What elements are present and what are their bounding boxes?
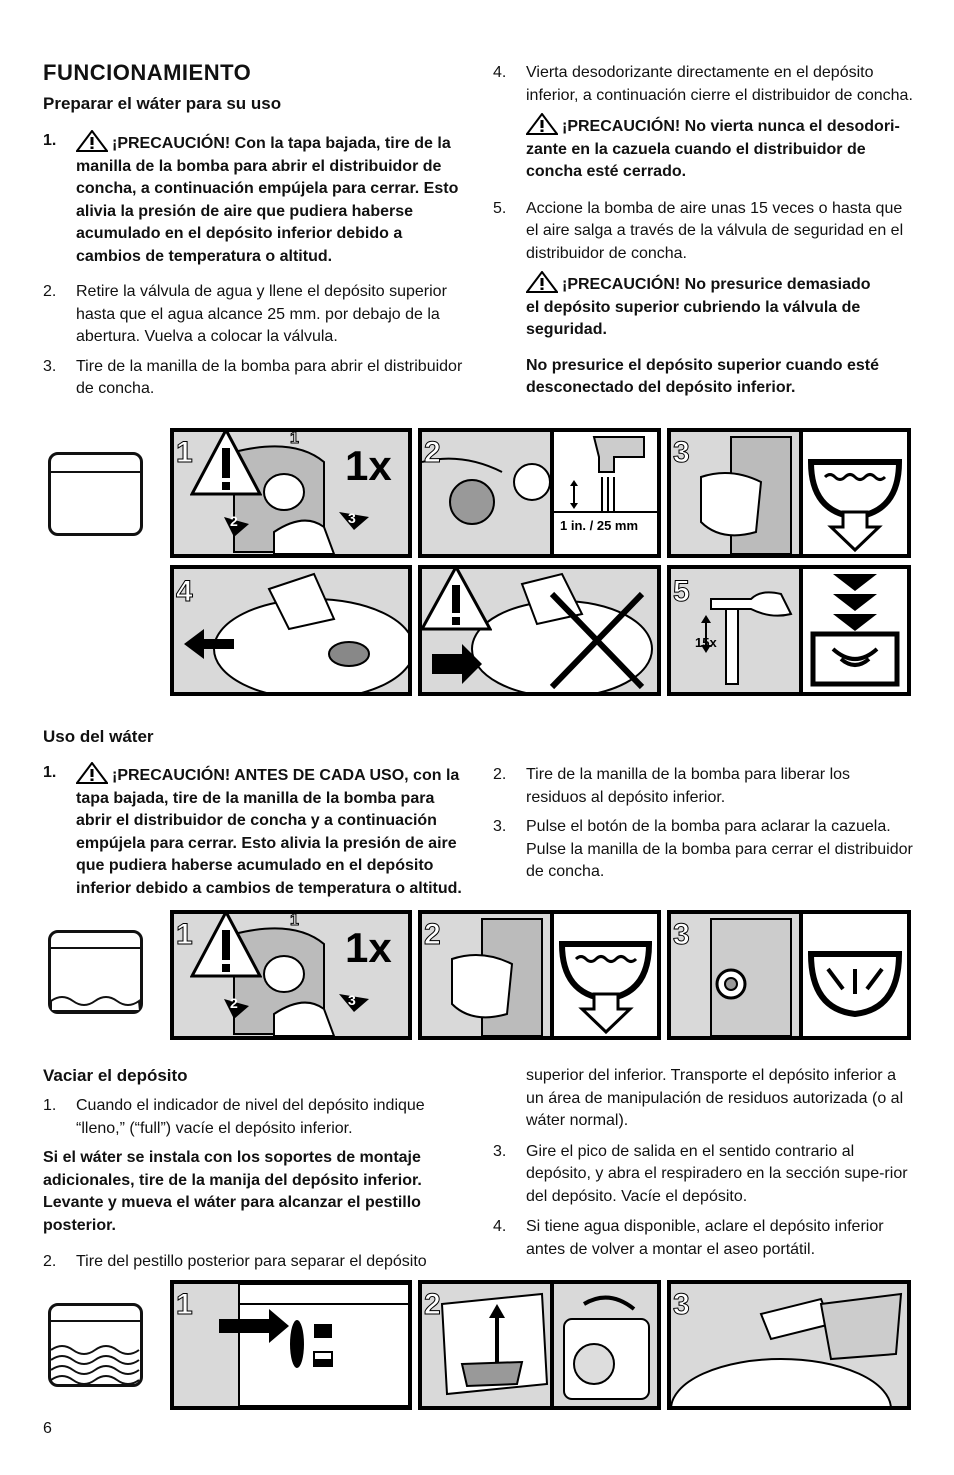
empty-item-4: 4. Si tiene agua disponible, aclare el depósito inferior antes de volver a montar el aseo portátil. bbox=[493, 1218, 884, 1258]
warning-icon bbox=[526, 271, 558, 293]
hand-pull-handle-illustration bbox=[422, 914, 550, 1036]
use-figure-3: 3 bbox=[667, 910, 911, 1040]
prep-figure-4b bbox=[418, 565, 661, 696]
warning-icon bbox=[76, 130, 108, 152]
prep-note-5: No presurice el depósito superior cuando esté desconectado del depósito inferior. bbox=[526, 356, 879, 396]
tank-level-empty-icon bbox=[48, 452, 143, 536]
prep-right-column bbox=[493, 62, 913, 400]
bowl-open-icon bbox=[803, 432, 907, 554]
pour-spout-illustration bbox=[671, 1284, 907, 1406]
warning-icon bbox=[190, 910, 262, 982]
warning-icon bbox=[420, 565, 492, 635]
prep-item-2: 2. Retire la válvula de agua y llene el depósito superior hasta que el agua alcance 25 mm. por debajo de la abertura. Vuelva a colocar la válvula. bbox=[43, 283, 447, 345]
prep-figure-1: 1 1x 1 2 3 bbox=[170, 428, 412, 558]
warning-icon bbox=[76, 762, 108, 784]
rear-latch-illustration bbox=[422, 1284, 550, 1406]
water-level-label: 1 in. / 25 mm bbox=[560, 518, 639, 533]
use-left-column bbox=[43, 762, 473, 900]
prep-figure-5: 15x 5 bbox=[667, 565, 911, 696]
repeat-once-label: 1x bbox=[345, 442, 392, 489]
water-valve-illustration bbox=[422, 432, 550, 554]
prep-figure-2: 1 in. / 25 mm 2 bbox=[418, 428, 661, 558]
prep-item-1: 1. ¡PRECAUCIÓN! Con la tapa bajada, tire de la manilla de la bomba para abrir el distribuidor de concha, a continuación empújela para cerrar. Esto alivia la presión de aire que pudiera haberse acumulado en el depósito inferior debido a cambios de temperatura o altitud. bbox=[43, 132, 459, 265]
section-title: FUNCIONAMIENTO bbox=[43, 60, 252, 85]
tank-level-low-icon bbox=[48, 930, 143, 1014]
bowl-rinse-icon bbox=[803, 914, 907, 1036]
use-heading: Uso del wáter bbox=[43, 727, 154, 746]
prep-left-column bbox=[43, 130, 463, 401]
use-figure-2: 2 bbox=[418, 910, 661, 1040]
page-number: 6 bbox=[43, 1420, 52, 1437]
prep-warning-5: ¡PRECAUCIÓN! No presurice demasiado el depósito superior cubriendo la válvula de seguridad. bbox=[493, 271, 913, 342]
prep-heading: Preparar el wáter para su uso bbox=[43, 94, 282, 113]
use-item-3: 3. Pulse el botón de la bomba para aclarar la cazuela. Pulse la manilla de la bomba para cerrar el distribuidor de concha. bbox=[493, 818, 913, 880]
bowl-open-icon bbox=[554, 914, 657, 1036]
prep-item-5: 5. Accione la bomba de aire unas 15 veces o hasta que el aire salga a través de la válvula de seguridad en el distribuidor de concha. bbox=[493, 199, 904, 262]
empty-item-3: 3. Gire el pico de salida en el sentido contrario al depósito, y abra el respiradero en la sección supe-rior del depósito. Vacíe el depósito. bbox=[493, 1142, 908, 1205]
pour-deodorant-illustration bbox=[174, 569, 408, 692]
flush-button-illustration bbox=[671, 914, 799, 1036]
use-figure-1: 1 1x 1 2 3 bbox=[170, 910, 412, 1040]
empty-note: Si el wáter se instala con los soportes de montaje adicionales, tire de la manija del depósito inferior. Levante y mueva el wáter para alcanzar el pestillo posterior. bbox=[43, 1149, 422, 1234]
use-right-column bbox=[493, 764, 913, 884]
warning-icon bbox=[190, 428, 262, 500]
empty-item-2: 2. Tire del pestillo posterior para separar el depósito bbox=[43, 1253, 427, 1270]
use-item-2: 2. Tire de la manilla de la bomba para liberar los residuos al depósito inferior. bbox=[493, 766, 851, 806]
empty-figure-1: 1 bbox=[170, 1280, 412, 1410]
air-pump-illustration bbox=[671, 569, 799, 692]
prep-figure-4: 4 bbox=[170, 565, 412, 696]
warning-icon bbox=[526, 113, 558, 135]
repeat-once-label: 1x bbox=[345, 924, 392, 971]
pressure-icon bbox=[803, 569, 907, 692]
prep-figure-3: 3 bbox=[667, 428, 911, 558]
empty-figure-3: 3 bbox=[667, 1280, 911, 1410]
fill-level-illustration bbox=[554, 432, 657, 554]
hand-pull-handle-illustration bbox=[671, 432, 799, 554]
prep-item-3: 3. Tire de la manilla de la bomba para abrir el distribuidor de concha. bbox=[43, 357, 463, 397]
level-indicator-illustration bbox=[174, 1284, 408, 1406]
empty-right-column bbox=[493, 1065, 913, 1261]
use-item-1: 1. ¡PRECAUCIÓN! ANTES DE CADA USO, con la tapa bajada, tire de la manilla de la bomba para abrir el distribuidor de concha y a continuación empújela para cerrar. Esto alivia la presión de aire que pudiera haberse acumulado en el depósito inferior debido a cambios de temperatura o altitud. bbox=[43, 764, 462, 897]
empty-item-1: 1. Cuando el indicador de nivel del depósito indique “lleno,” (“full”) vacíe el depósito inferior. bbox=[43, 1097, 425, 1137]
empty-item-2-cont: superior del inferior. Transporte el depósito inferior a un área de manipulación de residuos autorizada (o al wáter normal). bbox=[526, 1067, 904, 1129]
empty-left-column bbox=[43, 1095, 463, 1274]
prep-item-4: 4. Vierta desodorizante directamente en el depósito inferior, a continuación cierre el distribuidor de concha. bbox=[493, 64, 913, 104]
carry-tank-illustration bbox=[554, 1284, 657, 1406]
empty-figure-2: 2 bbox=[418, 1280, 661, 1410]
tank-level-full-icon bbox=[48, 1303, 143, 1387]
empty-heading: Vaciar el depósito bbox=[43, 1066, 188, 1085]
pump-count-label: 15x bbox=[695, 635, 717, 650]
prep-warning-4: ¡PRECAUCIÓN! No vierta nunca el desodori-zante en la cazuela cuando el distribuidor de concha esté cerrado. bbox=[493, 113, 913, 184]
